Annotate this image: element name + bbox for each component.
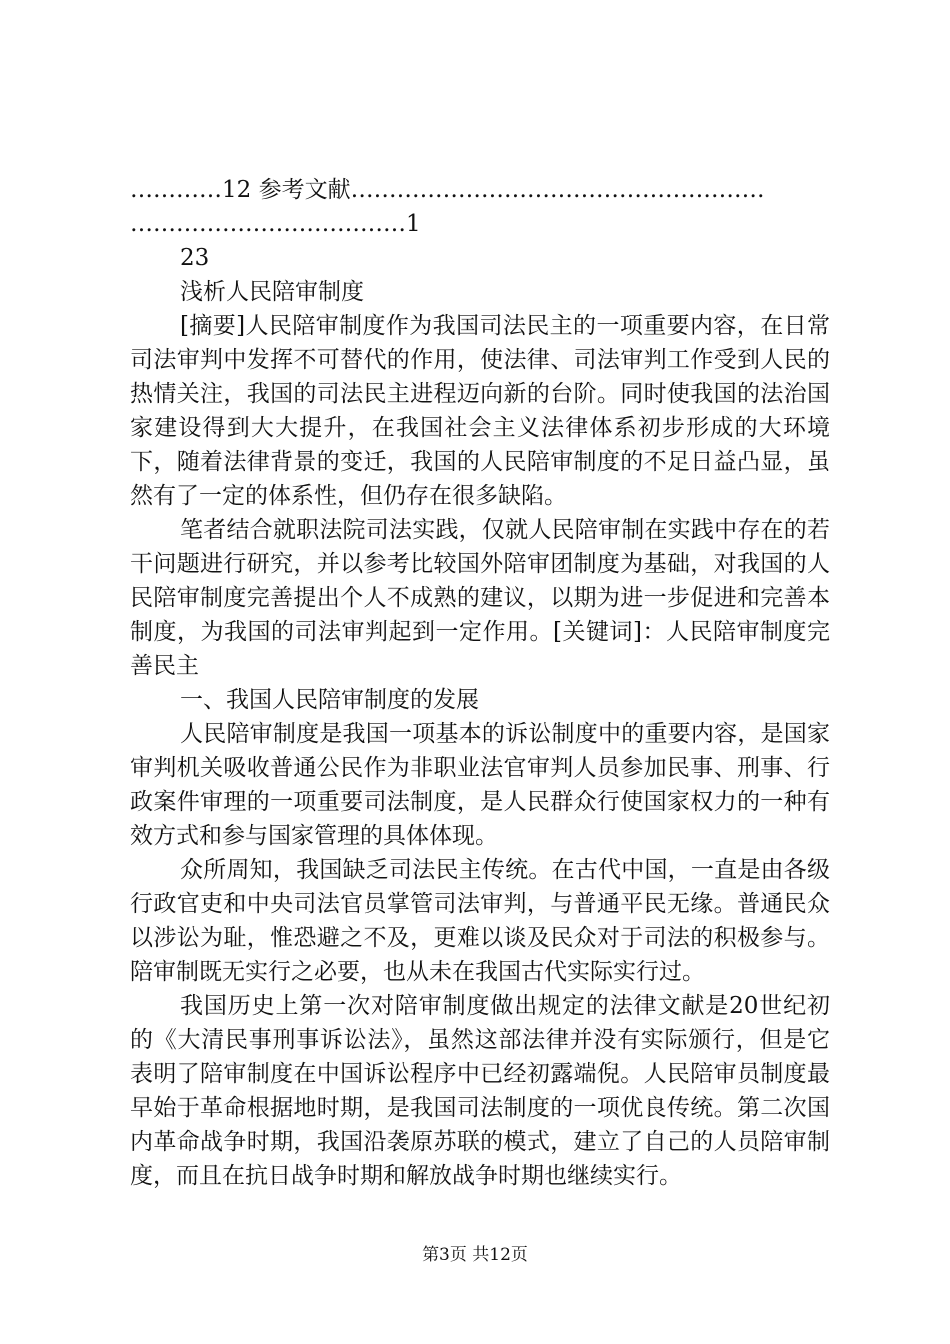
document-body: [130, 173, 830, 1193]
toc-line-1: …………12 参考文献………………………………………………: [130, 177, 765, 203]
abstract-paragraph: [摘要]人民陪审制度作为我国司法民主的一项重要内容，在日常司法审判中发挥不可替代的作用，使法律、司法审判工作受到人民的热情关注，我国的司法民主进程迈向新的台阶。同时使我国的法治国家建设得到大大提升，在我国社会主义法律体系初步形成的大环境下，随着法律背景的变迁，我国的人民陪审制度的不足日益凸显，虽然有了一定的体系性，但仍存在很多缺陷。: [130, 313, 830, 509]
page-number-fragment: 23: [180, 245, 210, 271]
body-paragraph: 我国历史上第一次对陪审制度做出规定的法律文献是20世纪初的《大清民事刑事诉讼法》，虽然这部法律并没有实际颁行，但是它表明了陪审制度在中国诉讼程序中已经初露端倪。人民陪审员制度最早始于革命根据地时期，是我国司法制度的一项优良传统。第二次国内革命战争时期，我国沿袭原苏联的模式，建立了自己的人员陪审制度，而且在抗日战争时期和解放战争时期也继续实行。: [130, 993, 830, 1189]
body-paragraph: 众所周知，我国缺乏司法民主传统。在古代中国，一直是由各级行政官吏和中央司法官员掌管司法审判，与普通平民无缘。普通民众以涉讼为耻，惟恐避之不及，更难以谈及民众对于司法的积极参与。陪审制既无实行之必要，也从未在我国古代实际实行过。: [130, 857, 830, 985]
document-title: 浅析人民陪审制度: [180, 279, 364, 305]
page-footer: 第3页 共12页: [422, 1245, 528, 1265]
toc-line-2: ………………………………1: [130, 211, 421, 237]
body-paragraph: 人民陪审制度是我国一项基本的诉讼制度中的重要内容，是国家审判机关吸收普通公民作为非职业法官审判人员参加民事、刑事、行政案件审理的一项重要司法制度，是人民群众行使国家权力的一种有效方式和参与国家管理的具体体现。: [130, 721, 830, 849]
body-paragraph: 笔者结合就职法院司法实践，仅就人民陪审制在实践中存在的若干问题进行研究，并以参考比较国外陪审团制度为基础，对我国的人民陪审制度完善提出个人不成熟的建议，以期为进一步促进和完善本制度，为我国的司法审判起到一定作用。[关键词]：人民陪审制度完善民主: [130, 517, 830, 679]
section-heading: 一、我国人民陪审制度的发展: [180, 687, 479, 713]
